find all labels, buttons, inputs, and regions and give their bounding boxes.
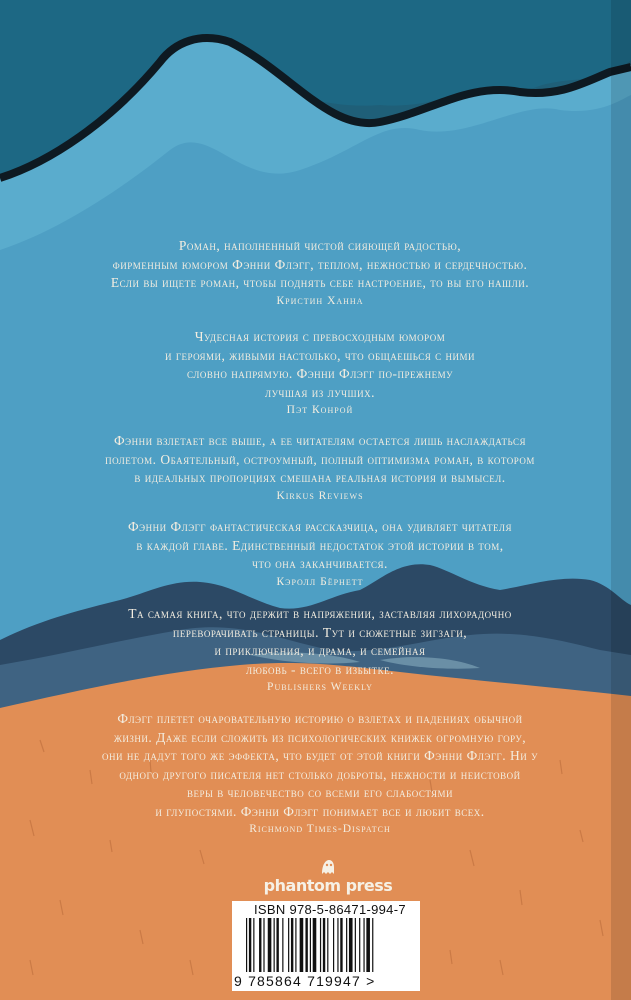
review-author: Пэт Конрой (286, 404, 354, 416)
review-quote: Фэнни Флэгг фантастическая рассказчица, она удивляет читателя в каждой главе. Единственный недостаток этой истории в том, что она заканчивается. (127, 519, 512, 571)
publisher-name: phantom press (263, 876, 393, 895)
review-blurb (40, 432, 600, 505)
review-author: Kirkus Reviews (276, 489, 364, 502)
review-quote: Флэгг плетет очаровательную историю о взлетах и падениях обычной жизни. Даже если сложить из психологических книжек огромную гору, они не дадут того же эффекта, что будет от этой книги Фэнни Флэгг. Ни у одного другого писателя нет столько доброты, нежности и неистовой веры в человечество со всеми его слабостями и глупостями. Фэнни Флэгг понимает все и любит всех. (102, 711, 538, 819)
review-quote: Та самая книга, что держит в напряжении, заставляя лихорадочно переворачивать страницы. Тут и сюжетные зигзаги, и приключения, и драма, и семейная любовь - всего в избытке. (128, 606, 512, 677)
review-quote: Чудесная история с превосходным юмором и героями, живыми настолько, что общаешься с ними словно напрямую. Фэнни Флэгг по-прежнему лучшая из лучших. (164, 329, 475, 400)
review-author: Publishers Weekly (267, 681, 373, 693)
barcode-bars (246, 918, 416, 974)
review-blurb (40, 518, 600, 591)
publisher-logo (263, 858, 393, 895)
review-blurb (40, 328, 600, 419)
review-author: Кристин Ханна (276, 294, 364, 307)
review-author: Richmond Times-Dispatch (249, 823, 391, 835)
review-quote: Фэнни взлетает все выше, а ее читателям остается лишь наслаждаться полетом. Обаятельный, остроумный, полный оптимизма роман, в котором в идеальных пропорциях смешана реальная история и вымысел. (105, 433, 535, 485)
review-author: Кэролл Бёрнетт (276, 575, 364, 588)
barcode-digits: 9 785864 719947 > (234, 973, 376, 989)
isbn-barcode (232, 901, 420, 991)
phantom-ghost-icon (318, 858, 338, 876)
review-blurb (40, 237, 600, 310)
review-blurb (40, 605, 600, 696)
review-blurb (40, 710, 600, 838)
isbn-label: ISBN 978-5-86471-994-7 (254, 902, 406, 917)
review-quote: Роман, наполненный чистой сияющей радостью, фирменным юмором Фэнни Флэгг, теплом, нежностью и сердечностью. Если вы ищете роман, чтобы поднять себе настроение, то вы его нашли. (110, 238, 530, 290)
